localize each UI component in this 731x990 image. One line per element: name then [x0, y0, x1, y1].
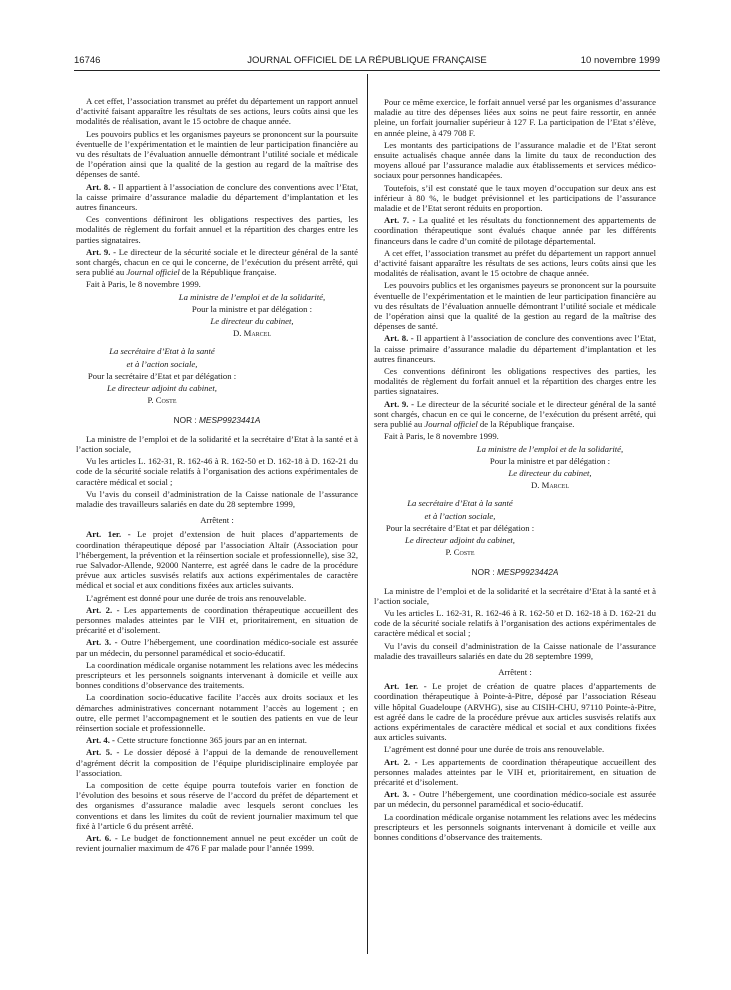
left-column	[76, 96, 358, 855]
article-3	[76, 637, 358, 657]
article-label: Art. 8. -	[86, 181, 116, 192]
article-text: La qualité et les résultats du fonctionnement des appartements de coordination thérapeutique sont évalués chaque année par les différents financeurs dans le cadre d’un comité de pilotage départemental.	[374, 215, 656, 246]
signatory-role: Le directeur du cabinet,	[210, 316, 294, 327]
paragraph: La coordination socio-éducative facilite l’accès aux droits sociaux et les démarches administratives concernant notamment l’accès au logement ; en outre, elle permet l’accompagnement et le soutien des patients en vue de leur réinsertion sociale et professionnelle.	[76, 692, 358, 733]
signatory-secretary: La secrétaire d’Etat à la santé	[109, 346, 215, 357]
signatory-role: Le directeur du cabinet,	[508, 467, 592, 478]
paragraph: La ministre de l’emploi et de la solidarité et la secrétaire d’Etat à la santé et à l’action sociale,	[374, 585, 656, 606]
article-text: Le directeur de la sécurité sociale et le directeur général de la santé sont chargés, chacun en ce qui le concerne, de l’exécution du présent arrêté, qui sera publié au	[374, 398, 656, 430]
article-1	[374, 681, 656, 742]
paragraph: La composition de cette équipe pourra toutefois varier en fonction de l’évolution des besoins et sous réserve de l’accord du préfet de département et des organismes d’assurance maladie avec lesquels seront conclues les conventions et dans les limites du coût de revient journalier maximum tel que fixé à l’article 6 du présent arrêté.	[76, 779, 358, 831]
paragraph: La coordination médicale organise notamment les relations avec les médecins prescripteurs et les personnels soignants intervenant à domicile et veille aux bonnes conditions d’observance des traitements.	[374, 811, 656, 842]
article-1	[76, 529, 358, 590]
signatory-minister: La ministre de l’emploi et de la solidarité,	[476, 443, 624, 454]
article-label: Art. 6. -	[86, 833, 118, 843]
signatory-name: P. Coste	[147, 395, 177, 406]
article-text: Il appartient à l’association de conclure des conventions avec l’Etat, la caisse primaire d’assurance maladie du département d’implantation et les autres financeurs.	[76, 181, 358, 213]
paragraph: Ces conventions définiront les obligations respectives des parties, les modalités de règlement du forfait annuel et la répartition des charges entre les parties signataires.	[76, 214, 358, 245]
signatory-delegation: Pour la ministre et par délégation :	[191, 303, 313, 314]
signatory-secretary: et à l’action sociale,	[424, 510, 496, 521]
article-text: Cette structure fonctionne 365 jours par an en internat.	[114, 735, 307, 746]
journal-title: JOURNAL OFFICIEL DE LA RÉPUBLIQUE FRANÇAISE	[247, 55, 487, 66]
article-8	[374, 333, 656, 364]
right-column	[374, 97, 656, 844]
nor-reference	[374, 567, 656, 577]
article-5	[76, 747, 358, 778]
header-rule	[74, 70, 660, 71]
signatory-delegation: Pour la secrétaire d’Etat et par délégation :	[385, 522, 535, 533]
article-2	[374, 757, 656, 788]
paragraph: Les pouvoirs publics et les organismes payeurs se prononcent sur la poursuite éventuelle de l’expérimentation et le maintien de leur participation financière au vu des résultats de l’évaluation annuelle démontrant l’utilité sociale et médicale de l’opération ainsi que la qualité de la gestion au regard de la maîtrise des dépenses de santé.	[374, 280, 656, 332]
fait-a-paris: Fait à Paris, le 8 novembre 1999.	[384, 431, 499, 442]
article-text: Le budget de fonctionnement annuel ne peut excéder un coût de revient journalier maximum de 476 F par malade pour l’année 1999.	[76, 833, 358, 854]
article-label: Art. 2. -	[384, 756, 418, 767]
paragraph: Les montants des participations de l’assurance maladie et de l’Etat seront ensuite actualisés chaque année dans la limite du taux de reconduction des moyens alloué par l’assurance maladie aux établissements et services médico-sociaux pour personnes handicapées.	[374, 139, 656, 181]
article-text: Les appartements de coordination thérapeutique accueillent des personnes malades atteintes par le VIH et, prioritairement, en situation de précarité et d’isolement.	[76, 604, 358, 636]
nor-label: NOR :	[471, 567, 497, 578]
column-divider	[367, 74, 368, 954]
article-label: Art. 7. -	[384, 215, 416, 226]
paragraph: La coordination médicale organise notamment les relations avec les médecins prescripteurs et les personnels soignants intervenant à domicile et veille aux bonnes conditions d’observance des traitements.	[76, 659, 358, 691]
signatory-role: Le directeur adjoint du cabinet,	[405, 534, 515, 545]
article-label: Art. 3. -	[86, 637, 118, 648]
article-label: Art. 1er. -	[384, 681, 427, 692]
paragraph: Les pouvoirs publics et les organismes payeurs se prononcent sur la poursuite éventuelle de l’expérimentation et le maintien de leur participation financière au vu des résultats de l’évaluation annuelle démontrant l’utilité sociale et médicale de l’opération ainsi que la qualité de la gestion au regard de la maîtrise des dépenses de santé.	[76, 128, 358, 180]
signatory-minister: La ministre de l’emploi et de la solidarité,	[178, 291, 326, 302]
signatory-name: P. Coste	[445, 547, 475, 558]
article-9	[76, 247, 358, 278]
signatory-secretary: La secrétaire d’Etat à la santé	[407, 498, 513, 509]
article-text: Le dossier déposé à l’appui de la demande de renouvellement d’agrément décrit la composition de l’équipe pluridisciplinaire employée par l’association.	[76, 747, 358, 778]
signatory-delegation: Pour la secrétaire d’Etat et par délégation :	[87, 370, 237, 381]
paragraph: Vu l’avis du conseil d’administration de la Caisse nationale de l’assurance maladie des travailleurs salariés en date du 28 septembre 1999,	[76, 488, 358, 509]
article-text: Outre l’hébergement, une coordination médico-sociale est assurée par un médecin, du personnel paramédical et socio-éducatif.	[374, 789, 656, 810]
article-text: Le projet d’extension de huit places d’appartements de coordination thérapeutique déposé par l’association Altaïr (Association pour l’hébergement, la prévention et la réinsertion sociale et professionnelle), sise 32, rue Salvador-Allende, 92000 Nanterre, est agréé dans le cadre de la procédure prévue aux articles susvisés relatifs aux actions expérimentales de caractère médical et social et aux conditions fixées aux articles suivants.	[76, 529, 358, 591]
article-text: Il appartient à l’association de conclure des conventions avec l’Etat, la caisse primaire d’assurance maladie du département d’implantation et les autres financeurs.	[374, 333, 656, 364]
nor-code: MESP9923442A	[497, 567, 559, 578]
signatory-delegation: Pour la ministre et par délégation :	[489, 455, 611, 466]
paragraph: La ministre de l’emploi et de la solidarité et la secrétaire d’Etat à la santé et à l’action sociale,	[76, 433, 358, 454]
article-8	[76, 182, 358, 213]
article-4	[76, 735, 358, 745]
article-text: de la République française.	[179, 267, 277, 278]
article-label: Art. 9. -	[384, 398, 414, 409]
article-label: Art. 8. -	[384, 333, 414, 344]
arretent-heading: Arrêtent :	[200, 515, 234, 526]
article-label: Art. 2. -	[86, 604, 120, 615]
signatory-role: Le directeur adjoint du cabinet,	[107, 383, 217, 394]
paragraph: Ces conventions définiront les obligations respectives des parties, les modalités de règlement du forfait annuel et la répartition des charges entre les parties signataires.	[374, 366, 656, 397]
issue-date: 10 novembre 1999	[580, 55, 660, 66]
article-label: Art. 9. -	[86, 246, 116, 257]
nor-label: NOR :	[173, 415, 199, 426]
article-9	[374, 399, 656, 430]
paragraph: Vu les articles L. 162-31, R. 162-46 à R. 162-50 et D. 162-18 à D. 162-21 du code de la sécurité sociale relatifs à l’organisation des actions expérimentales de caractère médical et social ;	[374, 607, 656, 639]
paragraph: Pour ce même exercice, le forfait annuel versé par les organismes d’assurance maladie au titre des dépenses liées aux soins ne peut faire ressortir, en année pleine, un forfait journalier supérieur à 127 F. La participation de l’Etat s’élève, en année pleine, à 479 708 F.	[374, 97, 656, 138]
article-2	[76, 605, 358, 636]
fait-a-paris: Fait à Paris, le 8 novembre 1999.	[86, 279, 201, 290]
signatory-name: D. Marcel	[232, 328, 271, 339]
article-text: de la République française.	[477, 419, 575, 430]
nor-code: MESP9923441A	[199, 415, 261, 426]
article-label: Art. 1er. -	[86, 529, 131, 540]
paragraph: A cet effet, l’association transmet au préfet du département un rapport annuel d’activité faisant apparaître les résultats de ses actions, leurs coûts ainsi que les modalités de réalisation, avant le 15 octobre de chaque année.	[374, 247, 656, 279]
paragraph: Vu l’avis du conseil d’administration de la Caisse nationale de l’assurance maladie des travailleurs salariés en date du 28 septembre 1999,	[374, 640, 656, 661]
journal-reference: Journal officiel	[126, 267, 180, 278]
page-header	[74, 55, 660, 69]
paragraph: Vu les articles L. 162-31, R. 162-46 à R. 162-50 et D. 162-18 à D. 162-21 du code de la sécurité sociale relatifs à l’organisation des actions expérimentales de caractère médical et social ;	[76, 456, 358, 487]
article-text: Les appartements de coordination thérapeutique accueillent des personnes malades atteintes par le VIH et, prioritairement, en situation de précarité et d’isolement.	[374, 756, 656, 787]
signatory-secretary: et à l’action sociale,	[126, 358, 198, 369]
article-3	[374, 789, 656, 809]
journal-reference: Journal officiel	[424, 419, 478, 430]
article-7	[374, 215, 656, 246]
paragraph: L’agrément est donné pour une durée de trois ans renouvelable.	[86, 592, 307, 603]
page-number: 16746	[74, 55, 101, 66]
article-text: Le directeur de la sécurité sociale et le directeur général de la santé sont chargés, chacun en ce qui le concerne, de l’exécution du présent arrêté, qui sera publié au	[76, 246, 358, 278]
article-text: Le projet de création de quatre places d’appartements de coordination thérapeutique à Pointe-à-Pitre, déposé par l’association Réseau ville hôpital Guadeloupe (ARVHG), sise au CISIH-CHU, 97110 Pointe-à-Pitre, est agréé dans le cadre de la procédure prévue aux articles susvisés relatifs aux actions expérimentales de caractère médical et social et aux conditions fixées aux articles suivants.	[374, 681, 656, 743]
paragraph: Toutefois, s’il est constaté que le taux moyen d’occupation sur deux ans est inférieur à 80 %, le budget prévisionnel et les participations de l’assurance maladie et de l’Etat seront réduits en proportion.	[374, 182, 656, 214]
article-text: Outre l’hébergement, une coordination médico-sociale est assurée par un médecin, du personnel paramédical et socio-éducatif.	[76, 637, 358, 658]
signatory-name: D. Marcel	[530, 480, 569, 491]
article-label: Art. 4. -	[86, 735, 115, 746]
article-label: Art. 5. -	[86, 747, 120, 758]
paragraph: A cet effet, l’association transmet au préfet du département un rapport annuel d’activité faisant apparaître les résultats de ses actions, leurs coûts ainsi que les modalités de réalisation, avant le 15 octobre de chaque année.	[76, 96, 358, 127]
article-label: Art. 3. -	[384, 789, 416, 800]
arretent-heading: Arrêtent :	[498, 666, 532, 677]
article-6	[76, 833, 358, 853]
nor-reference	[76, 415, 358, 425]
paragraph: L’agrément est donné pour une durée de trois ans renouvelable.	[384, 744, 605, 755]
